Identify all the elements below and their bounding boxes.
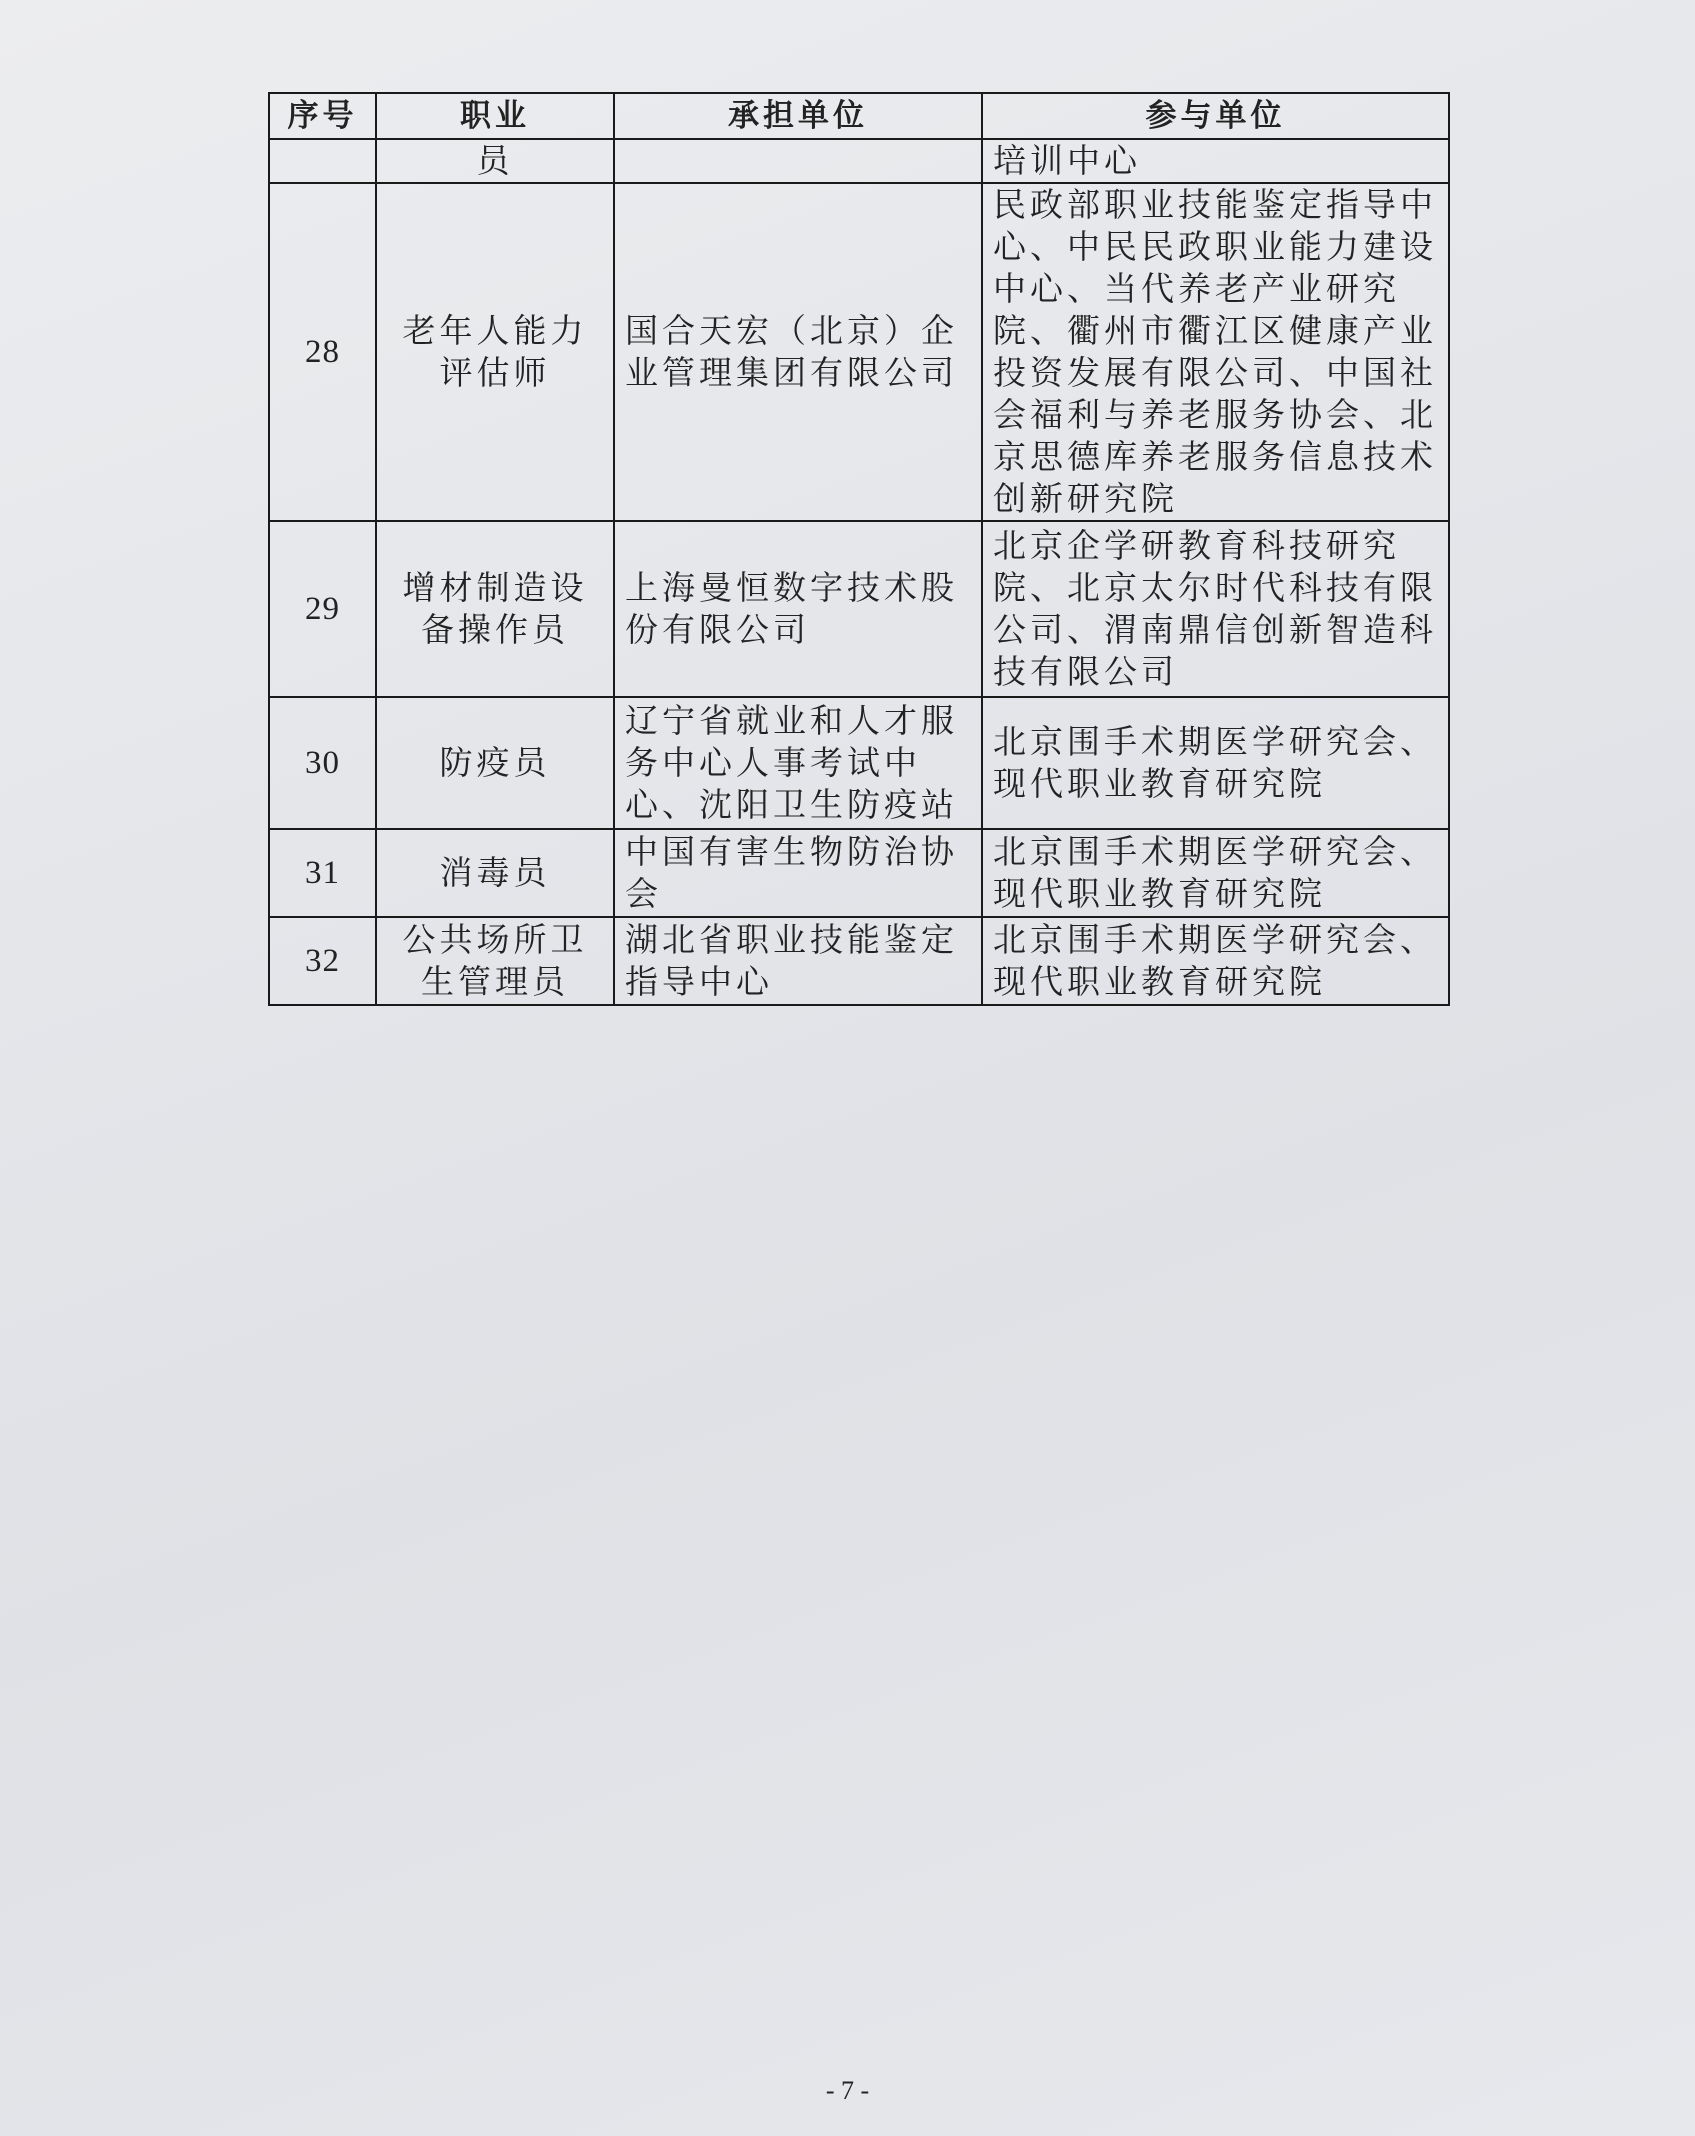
table-row	[269, 521, 1449, 697]
cell-lead-unit: 上海曼恒数字技术股份有限公司	[614, 521, 982, 697]
cell-partner-units: 北京企学研教育科技研究院、北京太尔时代科技有限公司、渭南鼎信创新智造科技有限公司	[982, 521, 1449, 697]
cell-occupation: 员	[376, 139, 614, 183]
cell-occupation: 公共场所卫生管理员	[376, 917, 614, 1005]
cell-number: 31	[269, 829, 376, 917]
header-occupation: 职业	[376, 93, 614, 139]
cell-partner-units: 北京围手术期医学研究会、现代职业教育研究院	[982, 917, 1449, 1005]
cell-lead-unit: 国合天宏（北京）企业管理集团有限公司	[614, 183, 982, 521]
cell-partner-units: 北京围手术期医学研究会、现代职业教育研究院	[982, 697, 1449, 829]
cell-number	[269, 139, 376, 183]
cell-lead-unit: 中国有害生物防治协会	[614, 829, 982, 917]
cell-partner-units: 民政部职业技能鉴定指导中心、中民民政职业能力建设中心、当代养老产业研究院、衢州市衢江区健康产业投资发展有限公司、中国社会福利与养老服务协会、北京思德库养老服务信息技术创新研究院	[982, 183, 1449, 521]
header-number: 序号	[269, 93, 376, 139]
cell-lead-unit: 辽宁省就业和人才服务中心人事考试中心、沈阳卫生防疫站	[614, 697, 982, 829]
table-row	[269, 183, 1449, 521]
cell-occupation: 消毒员	[376, 829, 614, 917]
table-row-continuation	[269, 139, 1449, 183]
cell-number: 28	[269, 183, 376, 521]
header-partner-units: 参与单位	[982, 93, 1449, 139]
cell-number: 32	[269, 917, 376, 1005]
table-header-row	[269, 93, 1449, 139]
cell-number: 29	[269, 521, 376, 697]
page-number: - 7 -	[825, 2076, 870, 2105]
cell-partner-units: 北京围手术期医学研究会、现代职业教育研究院	[982, 829, 1449, 917]
cell-occupation: 老年人能力评估师	[376, 183, 614, 521]
table-row	[269, 829, 1449, 917]
cell-partner-units: 培训中心	[982, 139, 1449, 183]
occupation-table	[268, 92, 1450, 1006]
cell-occupation: 防疫员	[376, 697, 614, 829]
cell-number: 30	[269, 697, 376, 829]
table-row	[269, 697, 1449, 829]
cell-lead-unit	[614, 139, 982, 183]
cell-occupation: 增材制造设备操作员	[376, 521, 614, 697]
header-lead-unit: 承担单位	[614, 93, 982, 139]
cell-lead-unit: 湖北省职业技能鉴定指导中心	[614, 917, 982, 1005]
table-row	[269, 917, 1449, 1005]
